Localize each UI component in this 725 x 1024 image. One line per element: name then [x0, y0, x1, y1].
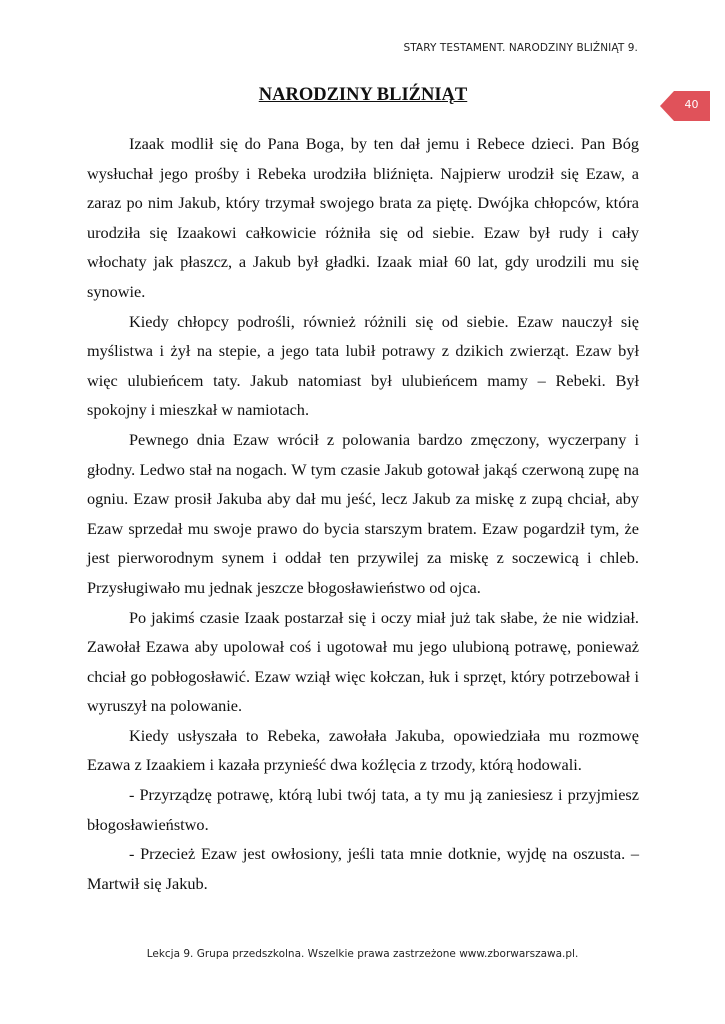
- paragraph: Izaak modlił się do Pana Boga, by ten dał jemu i Rebece dzieci. Pan Bóg wysłuchał jego prośby i Rebeka urodziła bliźnięta. Najpierw urodził się Ezaw, a zaraz po nim Jakub, który trzymał swojego brata za piętę. Dwójka chłopców, która urodziła się Izaakowi całkowicie różniła się od siebie. Ezaw był rudy i cały włochaty jak płaszcz, a Jakub był gładki. Izaak miał 60 lat, gdy urodzili mu się synowie.: [87, 134, 639, 301]
- paragraph: Po jakimś czasie Izaak postarzał się i oczy miał już tak słabe, że nie widział. Zawołał Ezawa aby upolował coś i ugotował mu jego ulubioną potrawę, ponieważ chciał go pobłogosławić. Ezaw wziął więc kołczan, łuk i sprzęt, który potrzebował i wyruszył na polowanie.: [87, 607, 639, 716]
- page-title: NARODZINY BLIŹNIĄT: [258, 85, 468, 105]
- dialogue-line: - Przecież Ezaw jest owłosiony, jeśli tata mnie dotknie, wyjdę na oszusta. – Martwił się Jakub.: [87, 844, 639, 893]
- paragraph: Pewnego dnia Ezaw wrócił z polowania bardzo zmęczony, wyczerpany i głodny. Ledwo stał na nogach. W tym czasie Jakub gotował jakąś czerwoną zupę na ogniu. Ezaw prosił Jakuba aby dał mu jeść, lecz Jakub za miskę z zupą chciał, aby Ezaw sprzedał mu swoje prawo do bycia starszym bratem. Ezaw pogardził tym, że jest pierworodnym synem i oddał ten przywilej za miskę z soczewicą i chleb. Przysługiwało mu jednak jeszcze błogosławieństwo od ojca.: [87, 429, 639, 597]
- page-number-tab: [660, 91, 710, 121]
- dialogue-line: - Przyrządzę potrawę, którą lubi twój tata, a ty mu ją zaniesiesz i przyjmiesz błogosławieństwo.: [87, 785, 639, 834]
- paragraph: Kiedy usłyszała to Rebeka, zawołała Jakuba, opowiedziała mu rozmowę Ezawa z Izaakiem i kazała przynieść dwa koźlęcia z trzody, którą hodowali.: [87, 725, 639, 775]
- page-number: 40: [684, 98, 699, 111]
- page-footer: Lekcja 9. Grupa przedszkolna. Wszelkie prawa zastrzeżone www.zborwarszawa.pl.: [146, 948, 579, 960]
- running-header: STARY TESTAMENT. NARODZINY BLIŹNIĄT 9.: [403, 42, 638, 54]
- body-text: [87, 129, 639, 898]
- paragraph: Kiedy chłopcy podrośli, również różnili się od siebie. Ezaw nauczył się myślistwa i żył na stepie, a jego tata lubił potrawy z dzikich zwierząt. Ezaw był więc ulubieńcem taty. Jakub natomiast był ulubieńcem mamy – Rebeki. Był spokojny i mieszkał w namiotach.: [87, 311, 639, 420]
